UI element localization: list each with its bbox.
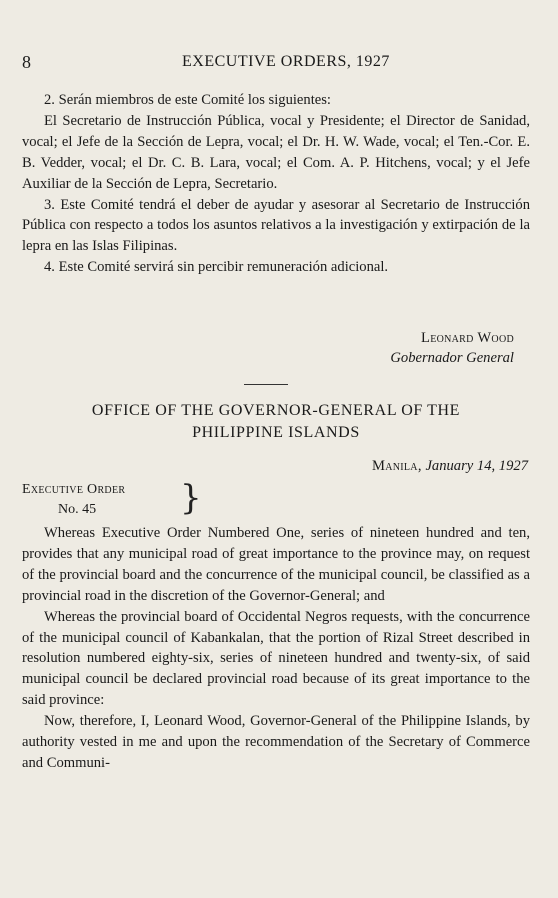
dateline-place: Manila,: [371, 458, 422, 474]
signature-block: [390, 328, 514, 368]
section-divider: [244, 384, 288, 385]
paragraph: 3. Este Comité tendrá el deber de ayudar y asesorar al Secretario de Instrucción Pública con respecto a todos los asuntos relativos a la investigación y extirpación de la lepra en las Islas Filipinas.: [22, 196, 530, 255]
paragraph: Whereas Executive Order Numbered One, series of nineteen hundred and ten, provides that any municipal road of great importance to the province may, on request of the provincial board and the concurrence of the municipal council, be classified as a provincial road in the discretion of the Governor-General; and: [22, 525, 530, 604]
executive-order-text: [22, 523, 530, 774]
office-heading-line: PHILIPPINE ISLANDS: [192, 424, 360, 441]
dateline-date: January 14, 1927: [425, 458, 528, 474]
signatory-name: Leonard Wood: [420, 330, 514, 346]
paragraph: Whereas the provincial board of Occidental Negros requests, with the concurrence of the municipal council of Kabankalan, that the portion of Rizal Street described in resolution numbered eighty-six, series of nineteen hundred and twenty-six, of said municipal council be declared provincial road because of its great importance to the said province:: [22, 608, 530, 709]
brace-glyph: }: [180, 478, 202, 518]
order-number: No. 45: [58, 502, 97, 517]
page-header: [22, 52, 530, 76]
order-label: Executive Order: [22, 482, 126, 497]
paragraph: Now, therefore, I, Leonard Wood, Governor-General of the Philippine Islands, by authority vested in me and upon the recommendation of the Secretary of Commerce and Communi-: [22, 713, 530, 771]
executive-order-label: [22, 480, 125, 520]
running-title: EXECUTIVE ORDERS, 1927: [182, 53, 390, 70]
signatory-title: Gobernador General: [390, 350, 514, 366]
paragraph: 4. Este Comité servirá sin percibir remuneración adicional.: [44, 259, 389, 276]
page-number: 8: [22, 52, 31, 72]
office-heading-line: OFFICE OF THE GOVERNOR-GENERAL OF THE: [91, 402, 461, 419]
paragraph: 2. Serán miembros de este Comité los siguientes:: [44, 92, 331, 108]
dateline: [372, 458, 528, 475]
spanish-order-text: [22, 90, 530, 278]
office-heading: [22, 400, 530, 444]
paragraph: El Secretario de Instrucción Pública, vocal y Presidente; el Director de Sanidad, vocal; el Jefe de la Sección de Lepra, vocal; el Dr. H. W. Wade, vocal; el Ten.-Cor. E. B. Vedder, vocal; el Dr. C. B. Lara, vocal; el Com. A. P. Hitchens, vocal; y el Jefe Auxiliar de la Sección de Lepra, Secretario.: [22, 112, 530, 192]
